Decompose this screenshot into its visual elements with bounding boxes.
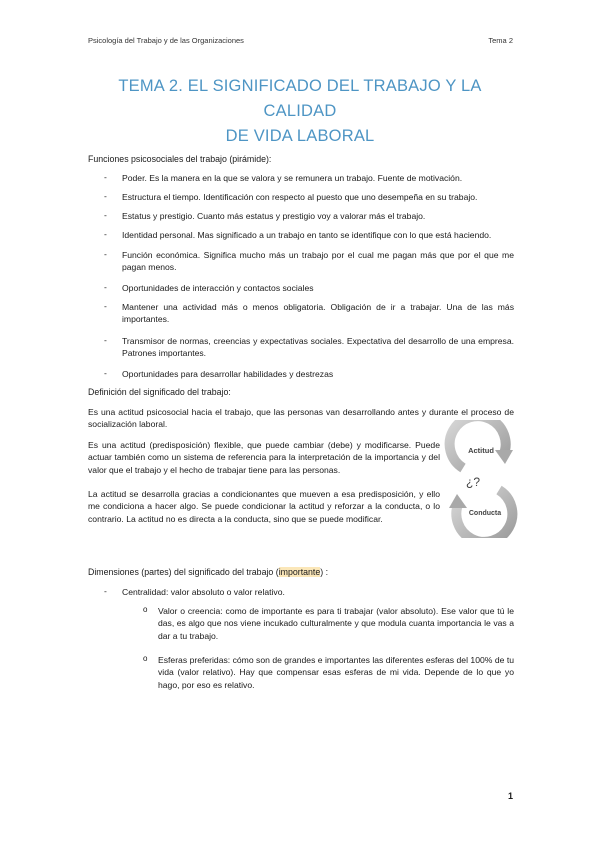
sub-bullet-icon: o (143, 654, 148, 663)
section-heading-definition: Definición del significado del trabajo: (88, 387, 231, 397)
list-item: Oportunidades para desarrollar habilidades y destrezas (122, 369, 334, 379)
list-dash: - (104, 210, 107, 220)
page-number: 1 (508, 791, 514, 801)
paragraph: Es una actitud psicosocial hacia el trabajo, que las personas van desarrollando antes y durante el proceso de socialización laboral. (88, 407, 514, 430)
arrow-head-icon (495, 450, 513, 464)
paragraph: La actitud se desarrolla gracias a condicionantes que mueven a esa predisposición, y ello me condiciona a hacer algo. Se puede condicionar la actitud y reforzar a la conducta, o lo contrario. La actitud no es directa a la conducta, sino que se puede modificar. (88, 489, 440, 524)
list-dash: - (104, 335, 107, 345)
list-item: Estructura el tiempo. Identificación con respecto al puesto que uno desempeña en su trabajo. (122, 192, 478, 202)
upper-arc-icon (450, 420, 506, 468)
list-item: Función económica. Significa mucho más un trabajo por el cual me pagan más que por el que me pagan menos. (122, 250, 514, 273)
section-heading-functions: Funciones psicosociales del trabajo (pirámide): (88, 154, 272, 164)
list-dash: - (104, 229, 107, 239)
list-dash: - (104, 172, 107, 182)
page-title (80, 74, 520, 149)
running-header-title: Psicología del Trabajo y de las Organizaciones (88, 36, 244, 45)
diagram-label-actitud: Actitud (468, 446, 494, 455)
sub-bullet-icon: o (143, 605, 148, 614)
title-line-2: DE VIDA LABORAL (225, 127, 375, 145)
running-header-chapter: Tema 2 (488, 36, 513, 45)
list-dash: - (104, 368, 107, 378)
list-dash: - (104, 301, 107, 311)
attitude-conduct-cycle-diagram (441, 420, 521, 538)
heading-text: ) : (320, 567, 329, 577)
diagram-label-conducta: Conducta (468, 510, 502, 517)
list-item: Identidad personal. Mas significado a un trabajo en tanto se identifique con lo que está haciendo. (122, 230, 492, 240)
sub-list-item: Valor o creencia: como de importante es para ti trabajar (valor absoluto). Ese valor que tú le das, es algo que nos viene incukado culturalmente y que modula cuanta importancia le vas a dar a tu trabajo. (158, 606, 514, 641)
sub-list-item: Esferas preferidas: cómo son de grandes e importantes las diferentes esferas del 100% de tu vida (valor relativo). Hay que compensar esas esferas de mi vida. Depende de lo que yo hago, por eso es relativo. (158, 655, 514, 690)
list-item: Oportunidades de interacción y contactos sociales (122, 283, 314, 293)
list-dash: - (104, 586, 107, 596)
list-item: Transmisor de normas, creencias y expectativas sociales. Expectativa del desarrollo de una empresa. Patrones importantes. (122, 336, 514, 359)
list-dash: - (104, 191, 107, 201)
arrow-head-icon (449, 494, 467, 508)
heading-text: Dimensiones (partes) del significado del trabajo ( (88, 567, 279, 577)
title-line-1: TEMA 2. EL SIGNIFICADO DEL TRABAJO Y LA CALIDAD (118, 77, 482, 120)
diagram-label-question: ¿? (465, 475, 481, 489)
list-item: Mantener una actividad más o menos obligatoria. Obligación de ir a trabajar. Una de las más importantes. (122, 302, 514, 325)
list-item: Poder. Es la manera en la que se valora y se remunera un trabajo. Fuente de motivación. (122, 173, 463, 183)
highlighted-word: importante (278, 567, 321, 577)
list-dash: - (104, 249, 107, 259)
list-item-centralidad: Centralidad: valor absoluto o valor relativo. (122, 587, 285, 597)
list-dash: - (104, 282, 107, 292)
section-heading-dimensions (88, 567, 328, 577)
cycle-arrows-graphic (441, 420, 521, 538)
paragraph: Es una actitud (predisposición) flexible, que puede cambiar (debe) y modificarse. Puede actuar también como un sistema de referencia para la interpretación de la importancia y del valor que el trabajo y el hecho de trabajar tiene para las personas. (88, 440, 440, 475)
list-item: Estatus y prestigio. Cuanto más estatus y prestigio voy a valorar más el trabajo. (122, 211, 426, 221)
